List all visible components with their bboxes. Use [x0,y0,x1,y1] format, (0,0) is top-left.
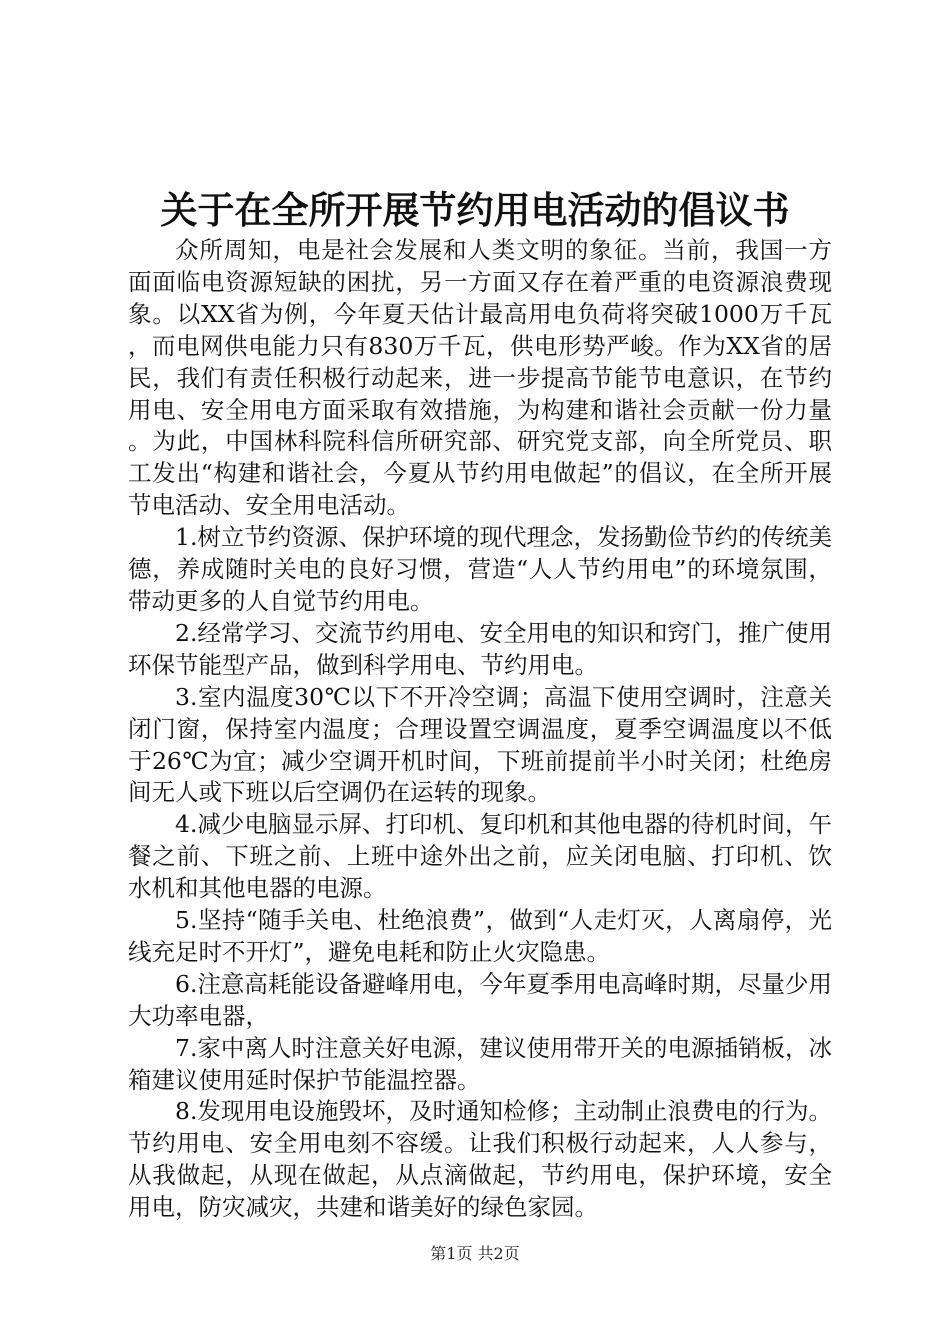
document-body [128,235,832,1224]
page-footer: 第1页 共2页 [430,1244,520,1263]
paragraph-item-1: 1.树立节约资源、保护环境的现代理念，发扬勤俭节约的传统美德，养成随时关电的良好习惯，营造“人人节约用电”的环境氛围，带动更多的人自觉节约用电。 [128,523,832,615]
paragraph-item-5: 5.坚持“随手关电、杜绝浪费”，做到“人走灯灭，人离扇停，光线充足时不开灯”，避免电耗和防止火灾隐患。 [128,906,832,966]
paragraph-item-3: 3.室内温度30℃以下不开冷空调；高温下使用空调时，注意关闭门窗，保持室内温度；合理设置空调温度，夏季空调温度以不低于26℃为宜；减少空调开机时间，下班前提前半小时关闭；杜绝房间无人或下班以后空调仍在运转的现象。 [128,682,832,807]
paragraph-intro: 众所周知，电是社会发展和人类文明的象征。当前，我国一方面面临电资源短缺的困扰，另一方面又存在着严重的电资源浪费现象。以XX省为例，今年夏天估计最高用电负荷将突破1000万千瓦，而电网供电能力只有830万千瓦，供电形势严峻。作为XX省的居民，我们有责任积极行动起来，进一步提高节能节电意识，在节约用电、安全用电方面采取有效措施，为构建和谐社会贡献一份力量。为此，中国林科院科信所研究部、研究党支部，向全所党员、职工发出“构建和谐社会，今夏从节约用电做起”的倡议，在全所开展节电活动、安全用电活动。 [128,236,832,520]
paragraph-item-8: 8.发现用电设施毁坏，及时通知检修；主动制止浪费电的行为。节约用电、安全用电刻不容缓。让我们积极行动起来，人人参与，从我做起，从现在做起，从点滴做起，节约用电，保护环境，安全用电，防灾减灾，共建和谐美好的绿色家园。 [128,1097,832,1222]
paragraph-item-7: 7.家中离人时注意关好电源，建议使用带开关的电源插销板，冰箱建议使用延时保护节能温控器。 [128,1033,832,1094]
paragraph-item-4: 4.减少电脑显示屏、打印机、复印机和其他电器的待机时间，午餐之前、下班之前、上班中途外出之前，应关闭电脑、打印机、饮水机和其他电器的电源。 [128,810,832,903]
paragraph-item-6: 6.注意高耗能设备避峰用电，今年夏季用电高峰时期，尽量少用大功率电器， [128,969,832,1030]
paragraph-item-2: 2.经常学习、交流节约用电、安全用电的知识和窍门，推广使用环保节能型产品，做到科学用电、节约用电。 [128,618,832,679]
document-title: 关于在全所开展节约用电活动的倡议书 [160,188,790,232]
